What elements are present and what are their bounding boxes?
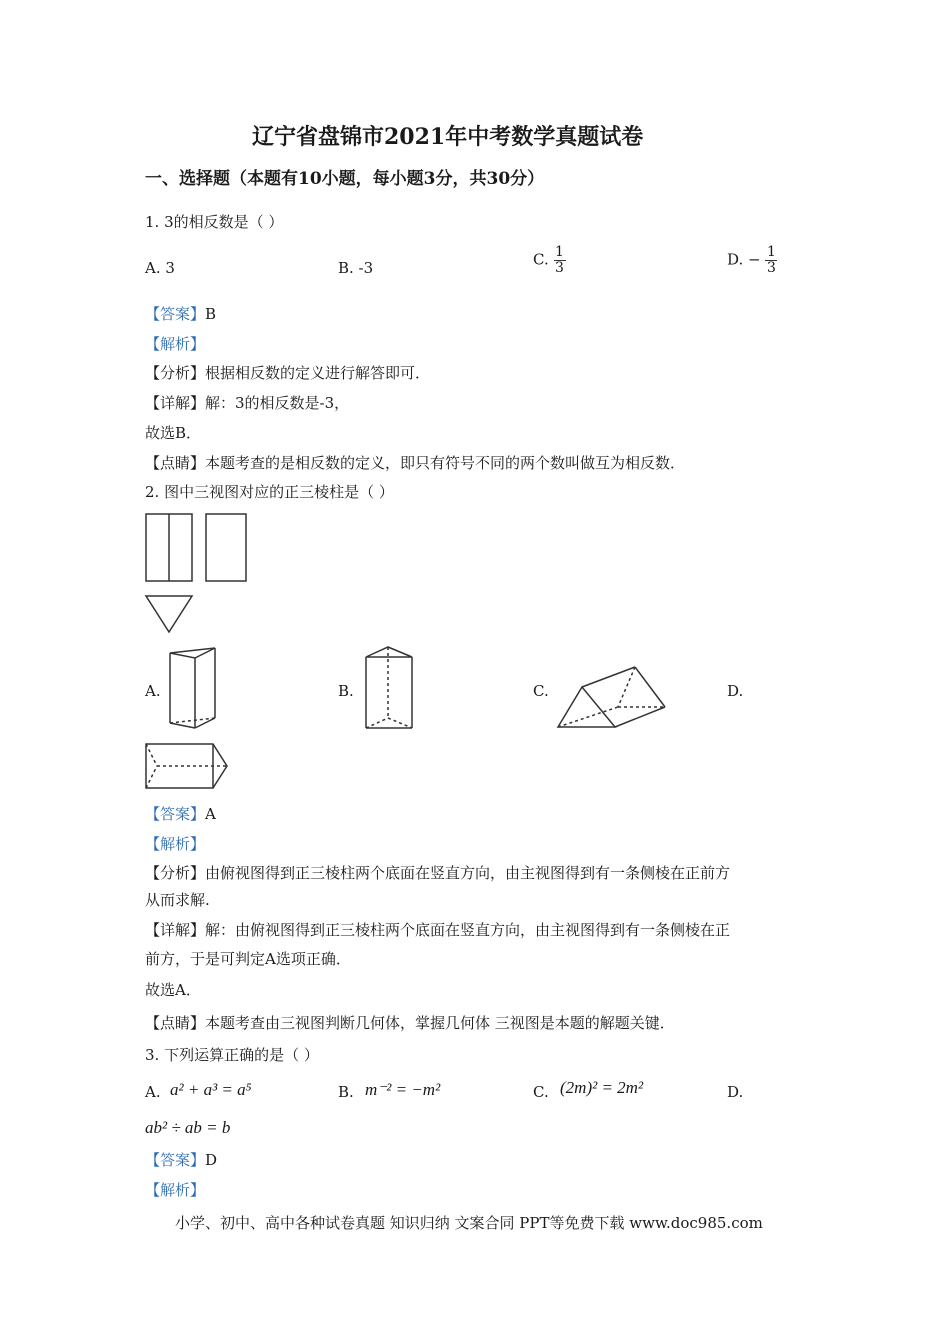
- q1-option-a: A. 3: [145, 259, 175, 277]
- q1-guxuan: 故选B．: [145, 424, 202, 442]
- answer-value: D: [205, 1151, 218, 1169]
- q3-answer: [145, 1150, 217, 1170]
- prism-option-c: [555, 662, 670, 732]
- xiangjie-text: 解：由俯视图得到正三棱柱两个底面在竖直方向，由主视图得到有一条侧棱在正: [205, 921, 731, 939]
- page-footer: 小学、初中、高中各种试卷真题 知识归纳 文案合同 PPT等免费下载 www.doc985.com: [175, 1214, 763, 1232]
- q1-dianjing: [145, 453, 685, 473]
- q1-fenxi: [145, 363, 430, 383]
- q2-option-a-label: A.: [145, 682, 161, 700]
- q3-jiexi: 【解析】: [145, 1181, 206, 1199]
- section-heading: 一、选择题（本题有10小题，每小题3分，共30分）: [145, 169, 545, 189]
- frac-numerator: 1: [555, 244, 564, 260]
- frac-denominator: 3: [555, 260, 564, 276]
- page-title: 辽宁省盘锦市2021年中考数学真题试卷: [252, 124, 644, 150]
- q2-guxuan: 故选A．: [145, 981, 201, 999]
- dianjing-text: 本题考查的是相反数的定义，即只有符号不同的两个数叫做互为相反数．: [205, 454, 686, 472]
- fenxi-tag: 【分析】: [145, 864, 206, 882]
- q1-stem: 1. 3的相反数是（ ）: [145, 213, 284, 231]
- q3-stem: 3. 下列运算正确的是（ ）: [145, 1046, 319, 1064]
- q1-option-c: [533, 245, 566, 276]
- q2-xiangjie-line2: 前方，于是可判定A选项正确．: [145, 950, 351, 968]
- q2-jiexi: 【解析】: [145, 835, 206, 853]
- minus-sign: −: [748, 250, 761, 269]
- q3-option-a-label: A.: [145, 1083, 161, 1101]
- q1-xiangjie: [145, 393, 349, 413]
- q2-option-c-label: C.: [533, 682, 549, 700]
- three-view-diagram: [140, 510, 255, 640]
- q1-option-d-label: D.: [727, 250, 744, 269]
- dianjing-tag: 【点睛】: [145, 1014, 206, 1032]
- dianjing-text: 本题考查由三视图判断几何体，掌握几何体 三视图是本题的解题关键．: [205, 1014, 675, 1032]
- q2-option-d-label: D.: [727, 682, 744, 700]
- fenxi-text: 根据相反数的定义进行解答即可．: [205, 364, 431, 382]
- xiangjie-tag: 【详解】: [145, 394, 206, 412]
- fenxi-tag: 【分析】: [145, 364, 206, 382]
- answer-tag: 【答案】: [145, 1151, 206, 1169]
- dianjing-tag: 【点睛】: [145, 454, 206, 472]
- q3-option-c-label: C.: [533, 1083, 549, 1101]
- q3-option-d-label: D.: [727, 1083, 744, 1101]
- q1-option-b: B. -3: [338, 259, 374, 277]
- prism-option-a: [165, 645, 225, 735]
- q3-option-c-formula: (2m)² = 2m²: [560, 1078, 644, 1097]
- q1-option-d: [727, 245, 777, 276]
- frac-denominator: 3: [766, 260, 776, 276]
- q2-dianjing: [145, 1013, 675, 1033]
- q3-option-a-formula: a² + a³ = a⁵: [170, 1080, 252, 1099]
- q3-option-b-label: B.: [338, 1083, 354, 1101]
- answer-value: B: [205, 305, 217, 323]
- top-view-triangle: [146, 596, 192, 632]
- q1-option-c-label: C.: [533, 250, 549, 269]
- prism-option-b: [362, 643, 422, 735]
- q2-stem: 2. 图中三视图对应的正三棱柱是（ ）: [145, 483, 394, 501]
- q2-fenxi-line1: [145, 863, 730, 883]
- q1-jiexi: 【解析】: [145, 335, 206, 353]
- answer-value: A: [205, 805, 216, 823]
- q2-answer: [145, 804, 216, 824]
- xiangjie-tag: 【详解】: [145, 921, 206, 939]
- q2-xiangjie-line1: [145, 920, 730, 940]
- answer-tag: 【答案】: [145, 305, 206, 323]
- xiangjie-text: 解：3的相反数是-3，: [205, 394, 350, 412]
- q2-option-b-label: B.: [338, 682, 354, 700]
- fenxi-text: 由俯视图得到正三棱柱两个底面在竖直方向，由主视图得到有一条侧棱在正前方: [205, 864, 731, 882]
- q1-option-c-fraction: [554, 245, 566, 276]
- prism-option-d: [143, 740, 233, 795]
- frac-numerator: 1: [766, 244, 776, 260]
- q1-answer: [145, 304, 216, 324]
- q2-fenxi-line2: 从而求解.: [145, 891, 210, 909]
- q1-option-d-fraction: [765, 245, 777, 276]
- side-view: [206, 514, 246, 581]
- answer-tag: 【答案】: [145, 805, 206, 823]
- q3-option-b-formula: m⁻² = −m²: [365, 1080, 441, 1099]
- q3-option-d-formula: ab² ÷ ab = b: [145, 1118, 231, 1137]
